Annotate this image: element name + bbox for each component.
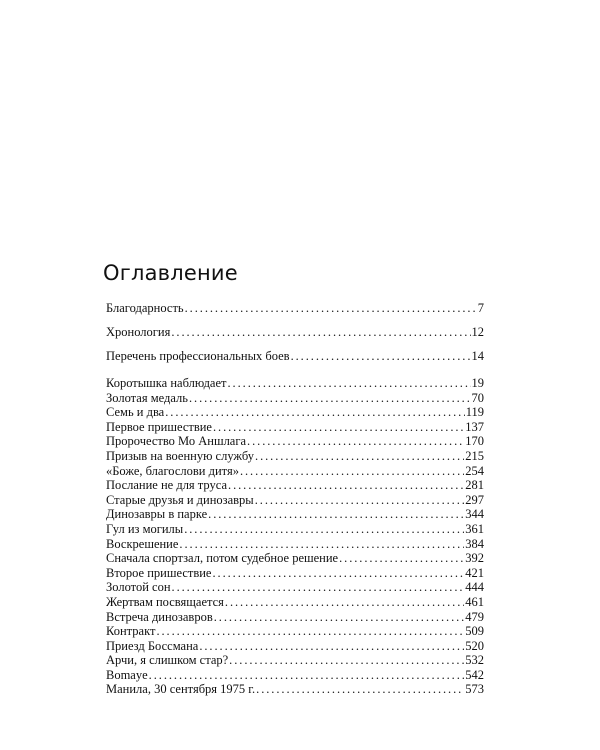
toc-entry-page: 532 — [465, 653, 484, 668]
toc-entry-title: Гул из могилы — [106, 521, 184, 536]
toc-entry-page: 444 — [465, 580, 484, 595]
toc-entry-chapter — [106, 682, 484, 697]
toc-entry-page: 461 — [465, 594, 484, 609]
toc-entry-chapter — [106, 580, 484, 595]
dot-leader — [185, 298, 477, 318]
toc-entry-chapter — [106, 493, 484, 508]
toc-entry-page: 361 — [465, 521, 484, 536]
toc-entry-title: Благодарность — [106, 301, 184, 315]
toc-entry-page: 479 — [465, 609, 484, 624]
toc-entry-page: 509 — [465, 624, 484, 639]
toc-entry-title: Сначала спортзал, потом судебное решение — [106, 551, 339, 566]
dot-leader — [255, 493, 465, 508]
dot-leader — [172, 580, 465, 595]
toc-entry-chapter — [106, 522, 484, 537]
toc-entry-page: 520 — [465, 638, 484, 653]
dot-leader — [228, 376, 471, 391]
toc-entry-chapter — [106, 478, 484, 493]
toc-entry-chapter — [106, 434, 484, 449]
toc-entry-chapter — [106, 376, 484, 391]
dot-leader — [149, 668, 465, 683]
toc-entry-page: 297 — [465, 492, 484, 507]
toc-entry-title: Жертвам посвящается — [106, 594, 224, 609]
toc-list — [106, 298, 484, 697]
dot-leader — [156, 624, 464, 639]
toc-entry-page: 254 — [465, 463, 484, 478]
dot-leader — [189, 391, 471, 406]
toc-entry-chapter — [106, 566, 484, 581]
toc-entry-page: 573 — [465, 682, 484, 697]
dot-leader — [179, 537, 464, 552]
toc-entry-title: Золотая медаль — [106, 390, 188, 405]
toc-entry-page: 170 — [465, 434, 484, 449]
toc-entry-title: Второе пришествие — [106, 565, 212, 580]
toc-entry-chronology — [106, 322, 484, 346]
toc-entry-page: 281 — [465, 478, 484, 493]
toc-entry-title: Bomaye — [106, 667, 148, 682]
toc-entry-title: «Боже, благослови дитя» — [106, 463, 239, 478]
toc-entry-page: 215 — [465, 448, 484, 463]
dot-leader — [199, 639, 464, 654]
toc-entry-page: 421 — [465, 565, 484, 580]
toc-entry-title: Призыв на военную службу — [106, 448, 255, 463]
dot-leader — [208, 507, 464, 522]
dot-leader — [212, 566, 464, 581]
toc-entry-page: 14 — [471, 349, 484, 363]
toc-entry-title: Послание не для труса — [106, 478, 228, 493]
toc-entry-fight-list — [106, 346, 484, 370]
dot-leader — [240, 464, 464, 479]
toc-entry-title: Хронология — [106, 325, 171, 339]
toc-entry-title: Динозавры в парке — [106, 507, 208, 522]
toc-entry-title: Коротышка наблюдает — [106, 376, 227, 390]
dot-leader — [256, 682, 464, 697]
toc-entry-chapter — [106, 420, 484, 435]
toc-entry-chapter — [106, 624, 484, 639]
toc-entry-page: 119 — [465, 405, 484, 420]
toc-entry-title: Старые друзья и динозавры — [106, 492, 254, 507]
dot-leader — [171, 322, 470, 342]
toc-entry-chapter — [106, 537, 484, 552]
toc-entry-title: Приезд Боссмана — [106, 638, 199, 653]
dot-leader — [214, 610, 465, 625]
toc-entry-title: Пророчество Мо Аншлага — [106, 434, 247, 449]
toc-entry-chapter — [106, 610, 484, 625]
toc-entry-chapter — [106, 464, 484, 479]
dot-leader — [229, 653, 464, 668]
dot-leader — [339, 551, 464, 566]
toc-entry-title: Воскрешение — [106, 536, 179, 551]
toc-entry-chapter — [106, 391, 484, 406]
toc-entry-title: Манила, 30 сентября 1975 г. — [106, 682, 256, 697]
toc-entry-chapter — [106, 668, 484, 683]
toc-entry-chapter — [106, 507, 484, 522]
dot-leader — [291, 346, 471, 366]
toc-entry-title: Арчи, я слишком стар? — [106, 653, 229, 668]
toc-entry-page: 19 — [471, 376, 484, 390]
toc-entry-acknowledgements — [106, 298, 484, 322]
dot-leader — [225, 595, 464, 610]
toc-entry-chapter — [106, 639, 484, 654]
dot-leader — [255, 449, 464, 464]
dot-leader — [228, 478, 464, 493]
toc-heading: Оглавление — [103, 261, 238, 285]
toc-entry-page: 12 — [471, 325, 484, 339]
toc-entry-page: 344 — [465, 507, 484, 522]
toc-entry-page: 137 — [465, 419, 484, 434]
toc-entry-title: Контракт — [106, 624, 156, 639]
toc-entry-title: Золотой сон — [106, 580, 171, 595]
toc-entry-page: 542 — [465, 667, 484, 682]
dot-leader — [165, 405, 464, 420]
toc-entry-chapter — [106, 551, 484, 566]
toc-entry-chapter — [106, 595, 484, 610]
toc-entry-chapter — [106, 449, 484, 464]
toc-entry-chapter — [106, 405, 484, 420]
toc-entry-page: 7 — [477, 301, 484, 315]
toc-entry-page: 70 — [471, 390, 484, 405]
dot-leader — [184, 522, 464, 537]
toc-entry-title: Первое пришествие — [106, 419, 212, 434]
toc-entry-title: Перечень профессиональных боев — [106, 349, 290, 363]
dot-leader — [213, 420, 464, 435]
toc-entry-chapter — [106, 653, 484, 668]
toc-entry-page: 384 — [465, 536, 484, 551]
toc-entry-title: Семь и два — [106, 405, 165, 420]
dot-leader — [247, 434, 464, 449]
toc-entry-page: 392 — [465, 551, 484, 566]
toc-entry-title: Встреча динозавров — [106, 609, 213, 624]
